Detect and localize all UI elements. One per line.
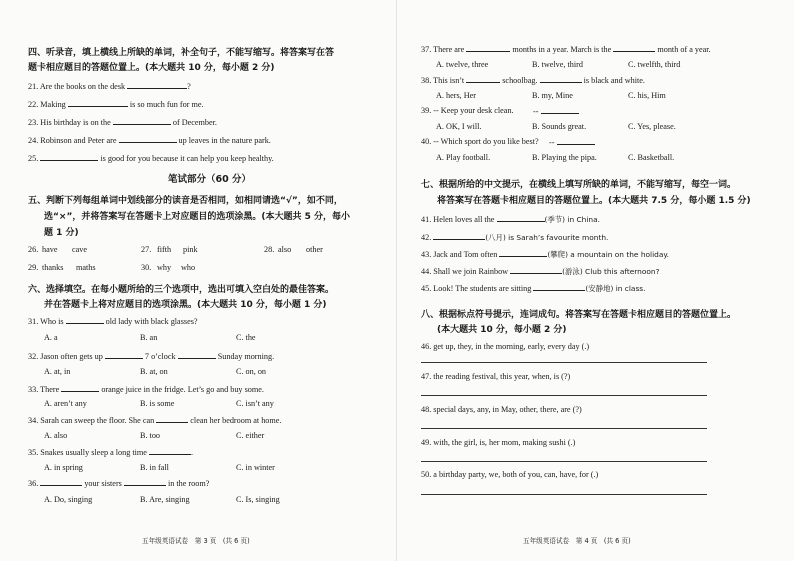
option-b[interactable]: B. my, Mine [532,91,573,100]
word-1: fifth [157,245,172,254]
question-32 [28,351,274,361]
question-43 [421,249,669,260]
word-2: cave [72,245,87,254]
question-32-end: Sunday morning. [215,352,275,361]
question-42-text: 42. [421,233,434,242]
question-22 [28,99,204,109]
question-44-end: (游泳) Club this afternoon? [562,267,660,276]
question-31-text: 31. Who is [28,317,66,326]
question-39-text: 39. -- Keep your desk clean. [421,106,514,115]
sec6-heading-line1: 六、选择填空。在每小题所给的三个选项中，选出可填入空白处的最佳答案。 [28,285,335,295]
question-23-text: 23. His birthday is on the [28,118,113,127]
answer-blank[interactable] [533,283,585,291]
question-43-end: (攀爬) a mountain on the holiday. [547,250,670,259]
question-49: 49. with, the girl, is, her mom, making sushi (.) [421,438,576,447]
sec8-heading-line1: 八、根据标点符号提示，连词成句。将答案写在答题卡相应题目的答题位置上。 [421,310,737,320]
reply-dash: -- [549,138,557,147]
reply-dash: -- [533,107,541,116]
option-b[interactable]: B. Sounds great. [532,122,587,131]
page-footer: 五年级英语试卷 第 4 页 (共 6 页) [523,537,631,545]
question-29 [28,263,96,272]
word-1: have [42,245,58,254]
question-45-end: (安静地) in class. [585,284,646,293]
answer-blank[interactable] [540,75,582,83]
question-30 [141,263,196,272]
question-38 [421,75,645,85]
question-25 [28,153,274,163]
option-c[interactable]: C. Is, singing [236,495,280,504]
answer-blank[interactable] [127,81,187,89]
answer-blank[interactable] [40,153,98,161]
sec5-heading-line1: 五、判断下列每组单词中划线部分的读音是否相同，如相同请选“√”，如不同， [28,196,343,206]
question-36-text: 36. [28,479,41,488]
question-24 [28,135,271,145]
option-c[interactable]: C. on, on [236,367,267,376]
question-44 [421,266,660,277]
question-number: 27. [141,245,152,254]
answer-blank[interactable] [119,135,177,143]
question-39-reply [533,106,579,116]
option-c[interactable]: C. his, Him [628,91,666,100]
option-a[interactable]: A. Do, singing [44,495,93,504]
question-36-end: in the room? [165,479,210,488]
question-34-end: clean her bedroom at home. [188,416,282,425]
option-b[interactable]: B. too [140,431,161,440]
answer-blank[interactable] [61,384,99,392]
answer-line[interactable] [421,494,707,495]
page-footer: 五年级英语试卷 第 3 页 (共 6 页) [142,537,250,545]
word-1: why [157,263,172,272]
option-a[interactable]: A. a [44,333,58,342]
question-27 [141,245,198,254]
answer-blank[interactable] [66,316,104,324]
option-c[interactable]: C. twelfth, third [628,60,681,69]
question-42 [421,232,608,243]
option-b[interactable]: B. Are, singing [140,495,190,504]
question-37-text: 37. There are [421,45,467,54]
option-a[interactable]: A. at, in [44,367,71,376]
question-31-end: old lady with black glasses? [103,317,198,326]
question-22-text: 22. Making [28,100,68,109]
word-2: other [306,245,323,254]
word-1: thanks [42,263,64,272]
answer-blank[interactable] [499,249,547,257]
written-part-title: 笔试部分（60 分） [168,174,252,185]
question-24-end: up leaves in the nature park. [176,136,271,145]
answer-blank[interactable] [156,415,188,423]
answer-blank[interactable] [433,232,485,240]
sec4-heading-line2: 题卡相应题目的答题位置上。(本大题共 10 分，每小题 2 分) [28,63,275,73]
answer-blank[interactable] [105,351,143,359]
question-35-end: . [190,448,194,457]
answer-blank[interactable] [497,214,545,222]
option-b[interactable]: B. is some [140,399,175,408]
sec6-heading-line2: 并在答题卡上将对应题目的选项涂黑。(本大题共 10 分，每小题 1 分) [44,300,327,310]
question-46: 46. get up, they, in the morning, early, every day (.) [421,342,590,351]
question-38-end: is black and white. [581,76,645,85]
answer-line[interactable] [421,395,707,396]
question-28 [264,245,323,254]
answer-blank[interactable] [541,106,579,114]
answer-line[interactable] [421,362,707,363]
question-41 [421,214,600,225]
question-25-end: is good for you because it can help you keep healthy. [98,154,274,163]
question-25-text: 25. [28,154,41,163]
option-b[interactable]: B. twelve, third [532,60,583,69]
question-33-text: 33. There [28,385,62,394]
question-36-mid: your sisters [82,479,124,488]
question-45 [421,283,646,294]
option-c[interactable]: C. Yes, please. [628,122,676,131]
question-number: 28. [264,245,275,254]
answer-blank[interactable] [466,75,500,83]
option-a[interactable]: A. twelve, three [436,60,489,69]
question-39 [421,106,541,116]
question-38-text: 38. This isn’t [421,76,467,85]
option-b[interactable]: B. in fall [140,463,169,472]
question-43-text: 43. Jack and Tom often [421,250,500,259]
question-number: 30. [141,263,152,272]
question-38-mid: schoolbag. [500,76,540,85]
question-40-text: 40. -- Which sport do you like best? [421,137,539,146]
question-21-end: ? [187,82,191,91]
option-a[interactable]: A. Play football. [436,153,491,162]
answer-line[interactable] [421,428,707,429]
question-41-end: (季节) in China. [544,215,600,224]
question-33 [28,384,264,394]
question-37 [421,44,711,54]
option-c[interactable]: C. either [236,431,265,440]
answer-blank[interactable] [113,117,171,125]
option-c[interactable]: C. isn’t any [236,399,274,408]
question-37-mid: months in a year. March is the [510,45,614,54]
sec4-heading-line1: 四、听录音，填上横线上所缺的单词，补全句子，不能写缩写。将答案写在答 [28,48,335,58]
answer-blank[interactable] [124,478,166,486]
word-1: also [278,245,292,254]
option-c[interactable]: C. Basketball. [628,153,675,162]
option-a[interactable]: A. also [44,431,68,440]
answer-blank[interactable] [68,99,128,107]
option-a[interactable]: A. in spring [44,463,83,472]
question-44-text: 44. Shall we join Rainbow [421,267,511,276]
question-33-end: orange juice in the fridge. Let’s go and buy some. [99,385,264,394]
question-37-end: month of a year. [655,45,711,54]
option-b[interactable]: B. at, on [140,367,168,376]
answer-blank[interactable] [149,447,194,457]
word-2: maths [76,263,96,272]
question-24-text: 24. Robinson and Peter are [28,136,119,145]
question-35-text: 35. Snakes usually sleep a long time [28,448,149,457]
question-number: 29. [28,263,39,272]
question-40 [421,137,557,147]
question-26 [28,245,87,254]
sec7-heading-line1: 七、根据所给的中文提示，在横线上填写所缺的单词，不能写缩写，每空一词。 [421,180,737,190]
question-21-text: 21. Are the books on the desk [28,82,128,91]
answer-blank[interactable] [466,44,510,52]
question-23-end: of December. [170,118,217,127]
question-41-text: 41. Helen loves all the [421,215,497,224]
option-a[interactable]: A. aren’t any [44,399,87,408]
answer-blank[interactable] [510,266,562,274]
option-a[interactable]: A. OK, I will. [436,122,482,131]
option-c[interactable]: C. the [236,333,256,342]
option-b[interactable]: B. Playing the pipa. [532,153,597,162]
option-b[interactable]: B. an [140,333,158,342]
answer-blank[interactable] [178,351,216,359]
question-47: 47. the reading festival, this year, when, is (?) [421,372,571,381]
question-31 [28,316,198,326]
answer-blank[interactable] [557,137,595,145]
answer-blank[interactable] [40,478,82,486]
question-number: 26. [28,245,39,254]
sec5-heading-line2: 选“×”，并将答案写在答题卡上对应题目的选项涂黑。(本大题共 5 分，每小 [44,212,351,222]
question-23 [28,117,217,127]
sec8-heading-line2: (本大题共 10 分，每小题 2 分) [437,325,567,335]
right-page [397,0,794,561]
question-45-text: 45. Look! The students are sitting [421,284,534,293]
answer-blank[interactable] [613,44,655,52]
question-35 [28,447,193,457]
word-2: who [181,263,196,272]
question-40-reply [549,137,595,147]
question-22-end: is so much fun for me. [127,100,204,109]
word-2: pink [183,245,198,254]
option-a[interactable]: A. hers, Her [436,91,477,100]
option-c[interactable]: C. in winter [236,463,275,472]
sec5-heading-line3: 题 1 分) [44,228,79,238]
question-42-end: (八月) is Sarah’s favourite month. [485,233,609,242]
question-34 [28,415,281,425]
sec7-heading-line2: 将答案写在答题卡相应题目的答题位置上。(本大题共 7.5 分，每小题 1.5 分) [437,196,751,206]
question-36 [28,478,209,488]
question-34-text: 34. Sarah can sweep the floor. She can [28,416,157,425]
question-48: 48. special days, any, in May, other, there, are (?) [421,405,582,414]
answer-line[interactable] [421,461,707,462]
question-32-mid: 7 o’clock [142,352,178,361]
question-21 [28,81,191,91]
question-32-text: 32. Jason often gets up [28,352,105,361]
question-50: 50. a birthday party, we, both of you, can, have, for (.) [421,470,599,479]
